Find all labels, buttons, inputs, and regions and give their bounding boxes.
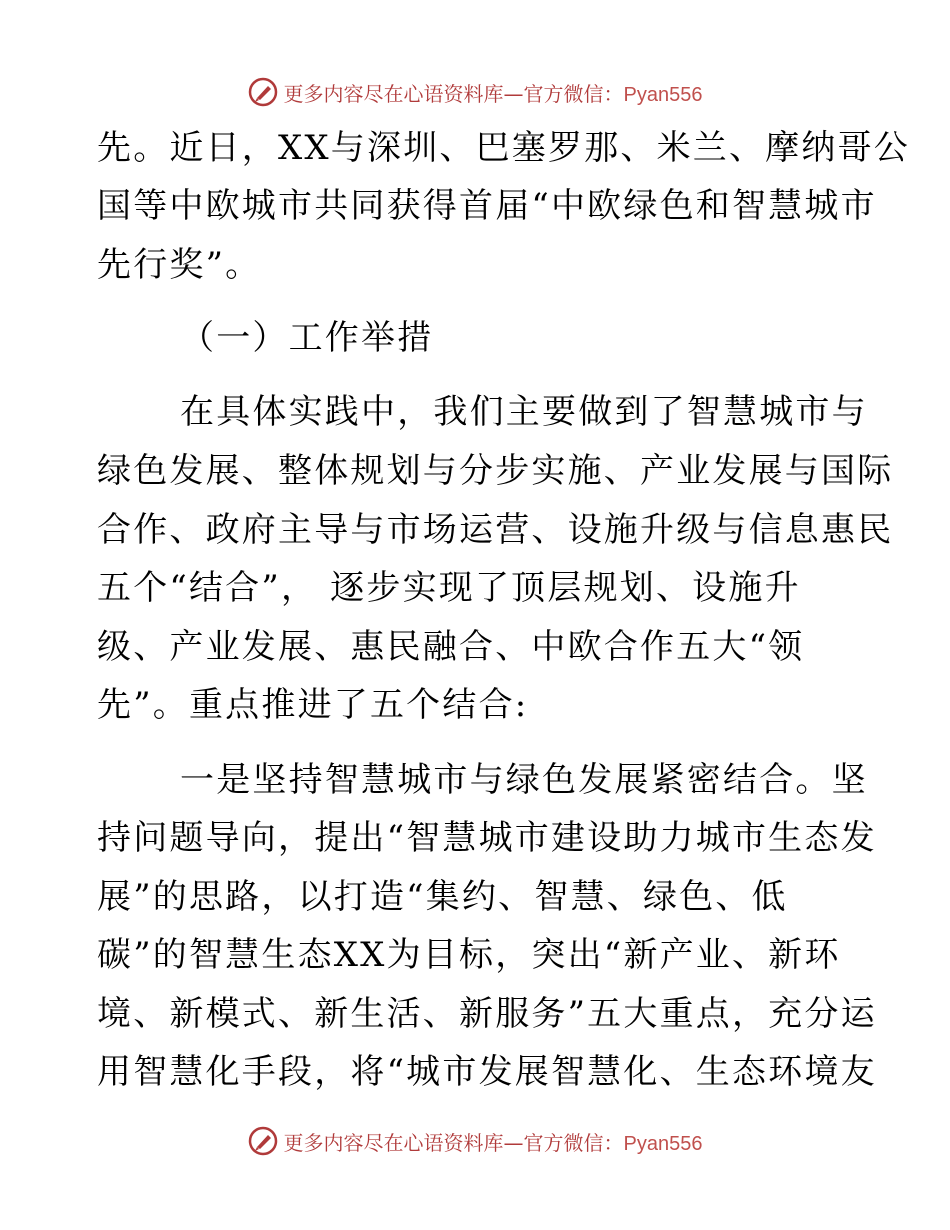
text-line: 国等中欧城市共同获得首届“中欧绿色和智慧城市: [97, 186, 877, 226]
pen-logo-icon: [248, 1126, 278, 1156]
text-line: 合作、政府主导与市场运营、设施升级与信息惠民: [97, 510, 894, 550]
text-line: 在具体实践中，我们主要做到了智慧城市与: [180, 392, 868, 432]
text-line: 持问题导向，提出“智慧城市建设助力城市生态发: [97, 818, 877, 858]
watermark-wechat-id: Pyan556: [623, 1132, 703, 1155]
header-watermark: [0, 72, 950, 112]
text-line: 先。近日，XX与深圳、巴塞罗那、米兰、摩纳哥公: [97, 128, 911, 168]
text-line: 级、产业发展、惠民融合、中欧合作五大“领: [97, 627, 805, 667]
watermark-text: 更多内容尽在心语资料库—官方微信：Pyan556: [283, 81, 703, 106]
text-line: 一是坚持智慧城市与绿色发展紧密结合。坚: [180, 760, 868, 800]
watermark-text: 更多内容尽在心语资料库—官方微信：Pyan556: [283, 1130, 703, 1155]
text-line: 展”的思路，以打造“集约、智慧、绿色、低: [97, 877, 788, 917]
text-line: 先”。重点推进了五个结合:: [97, 685, 529, 725]
watermark-wechat-id: Pyan556: [623, 83, 703, 106]
footer-watermark: [0, 1121, 950, 1161]
text-line: 用智慧化手段，将“城市发展智慧化、生态环境友: [97, 1052, 877, 1092]
text-line: 绿色发展、整体规划与分步实施、产业发展与国际: [97, 451, 894, 491]
text-line: 境、新模式、新生活、新服务”五大重点，充分运: [97, 994, 877, 1034]
text-line: 碳”的智慧生态XX为目标，突出“新产业、新环: [97, 935, 841, 975]
section-heading: （一）工作举措: [180, 318, 434, 358]
text-line: 五个“结合”， 逐步实现了顶层规划、设施升: [97, 568, 801, 608]
text-line: 先行奖”。: [97, 245, 262, 285]
pen-logo-icon: [248, 77, 278, 107]
